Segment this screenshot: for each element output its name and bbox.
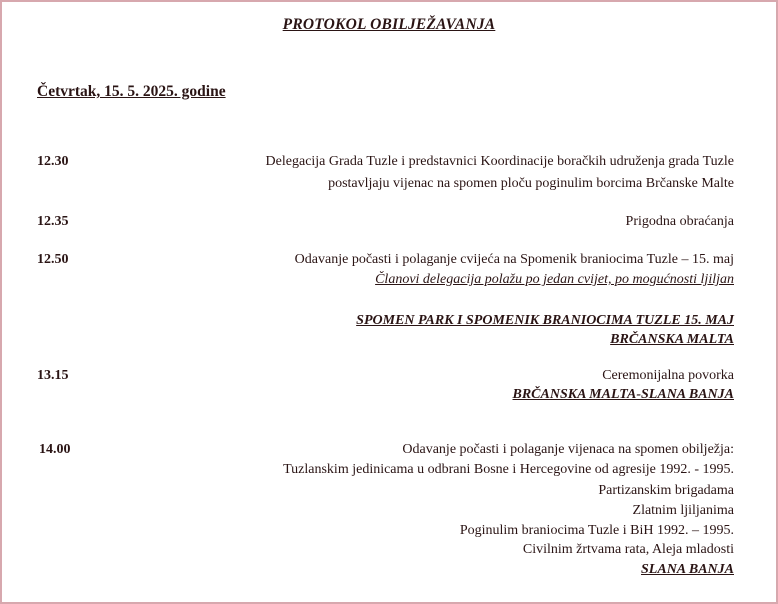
entry-1400-line-2: Tuzlanskim jedinicama u odbrani Bosne i Hercegovine od agresije 1992. - 1995. [283,462,734,477]
entry-1250-note: Članovi delegacija polažu po jedan cvijet, po mogućnosti ljiljan [375,272,734,287]
entry-1230-line-1: Delegacija Grada Tuzle i predstavnici Koordinacije boračkih udruženja grada Tuzle [265,154,734,169]
time-1250: 12.50 [37,252,69,267]
entry-1400-location: SLANA BANJA [641,562,734,577]
entry-1400-line-3: Partizanskim brigadama [598,483,734,498]
location-spomen-park: SPOMEN PARK I SPOMENIK BRANIOCIMA TUZLE 15. MAJ [356,313,734,328]
entry-1400-line-6: Civilnim žrtvama rata, Aleja mladosti [522,542,734,557]
document-title: PROTOKOL OBILJEŽAVANJA [282,16,496,33]
location-brcanska-malta: BRČANSKA MALTA [610,332,734,347]
event-date: Četvrtak, 15. 5. 2025. godine [37,83,226,100]
time-1230: 12.30 [37,154,69,169]
entry-1400-line-4: Zlatnim ljiljanima [632,503,734,518]
entry-1230-line-2: postavljaju vijenac na spomen ploču poginulim borcima Brčanske Malte [328,176,734,191]
entry-1235-line-1: Prigodna obraćanja [625,214,734,229]
time-1235: 12.35 [37,214,69,229]
entry-1315-line-1: Ceremonijalna povorka [602,368,734,383]
time-1400: 14.00 [39,442,71,457]
time-1315: 13.15 [37,368,69,383]
entry-1250-line-1: Odavanje počasti i polaganje cvijeća na Spomenik braniocima Tuzle – 15. maj [294,252,734,267]
entry-1400-line-5: Poginulim braniocima Tuzle i BiH 1992. – 1995. [459,523,734,538]
entry-1315-route: BRČANSKA MALTA-SLANA BANJA [512,387,734,402]
entry-1400-line-1: Odavanje počasti i polaganje vijenaca na spomen obilježja: [402,442,734,457]
